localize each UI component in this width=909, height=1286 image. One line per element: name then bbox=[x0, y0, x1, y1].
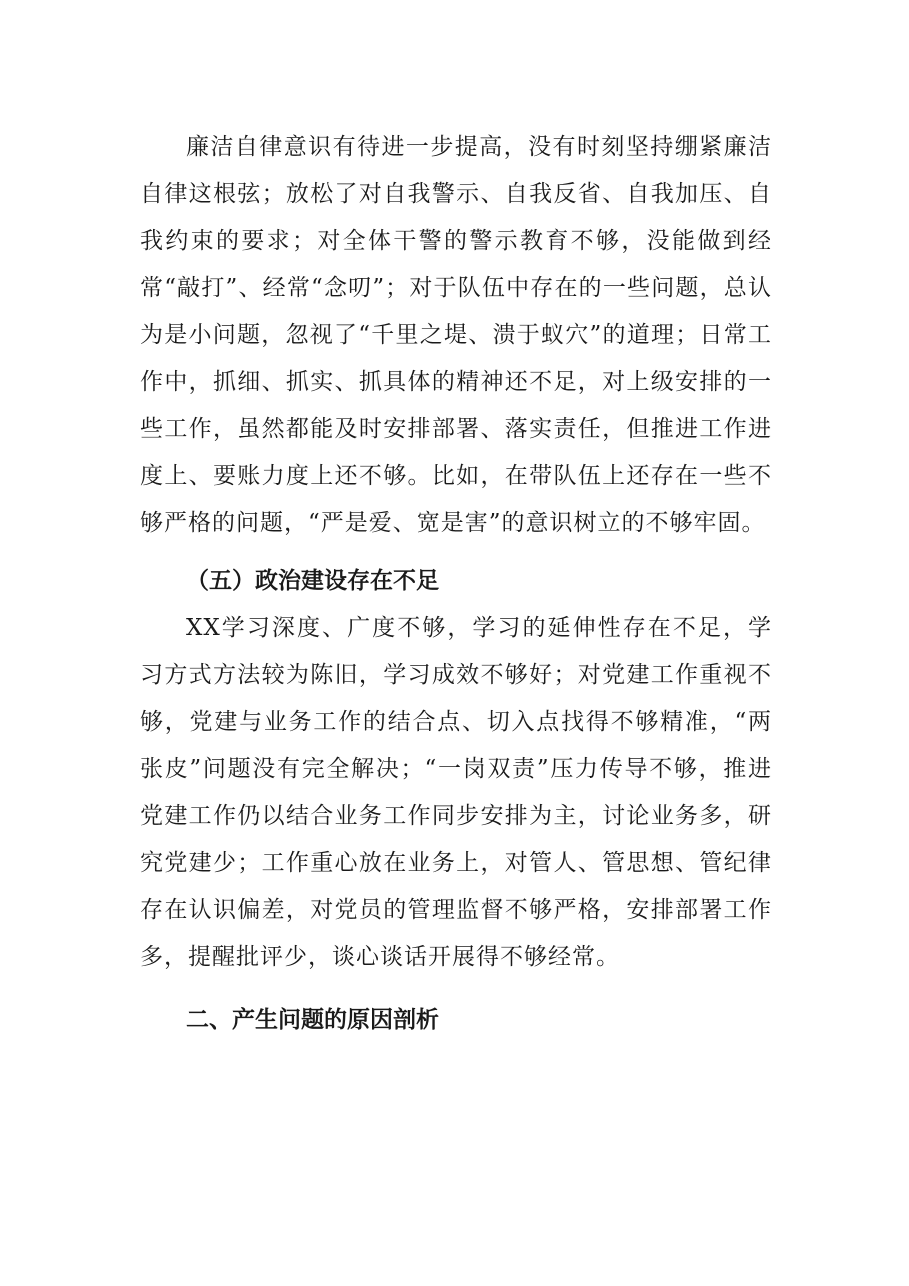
section-heading-political-building: （五）政治建设存在不足 bbox=[186, 568, 439, 594]
paragraph-political-building: XX学习深度、广度不够，学习的延伸性存在不足，学习方式方法较为陈旧，学习成效不够好；对党建工作重视不够，党建与业务工作的结合点、切入点找得不够精准，“两张皮”问题没有完全解决；“一岗双责”压力传导不够，推进党建工作仍以结合业务工作同步安排为主，讨论业务多，研究党建少；工作重心放在业务上，对管人、管思想、管纪律存在认识偏差，对党员的管理监督不够严格，安排部署工作多，提醒批评少，谈心谈话开展得不够经常。 bbox=[140, 615, 772, 970]
paragraph-integrity-self-discipline: 廉洁自律意识有待进一步提高，没有时刻坚持绷紧廉洁自律这根弦；放松了对自我警示、自我反省、自我加压、自我约束的要求；对全体干警的警示教育不够，没能做到经常“敲打”、经常“念叨”；对于队伍中存在的一些问题，总认为是小问题，忽视了“千里之堤、溃于蚁穴”的道理；日常工作中，抓细、抓实、抓具体的精神还不足，对上级安排的一些工作，虽然都能及时安排部署、落实责任，但推进工作进度上、要账力度上还不够。比如，在带队伍上还存在一些不够严格的问题，“严是爱、宽是害”的意识树立的不够牢固。 bbox=[140, 134, 772, 536]
document-body bbox=[140, 124, 772, 1044]
section-heading-cause-analysis: 二、产生问题的原因剖析 bbox=[186, 1007, 439, 1033]
